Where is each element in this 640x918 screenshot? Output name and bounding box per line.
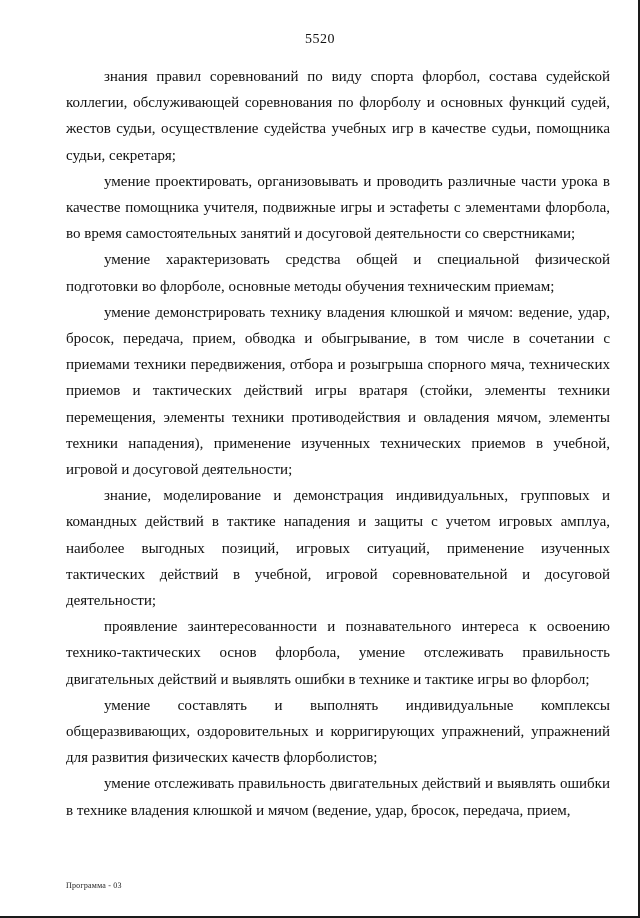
paragraph-lesson-design: умение проектировать, организовывать и проводить различные части урока в качестве помощника учителя, подвижные игры и эстафеты с элементами флорбола, во время самостоятельных занятий и досуговой деятельности со сверстниками; [66,173,610,243]
document-body [66,64,610,824]
paragraph-rules-knowledge: знания правил соревнований по виду спорта флорбол, состава судейской коллегии, обслуживающей соревнования по флорболу и основных функций судей, жестов судьи, осуществление судейства учебных игр в качестве судьи, помощника судьи, секретаря; [66,69,610,164]
paragraph-error-tracking: умение отслеживать правильность двигательных действий и выявлять ошибки в технике владения клюшкой и мячом (ведение, удар, бросок, передача, прием, [66,776,610,819]
paragraph-technique-demo: умение демонстрировать технику владения клюшкой и мячом: ведение, удар, бросок, передача, прием, обводка и обыгрывание, в том числе в сочетании с приемами техники передвижения, отбора и розыгрыша спорного мяча, технических приемов и тактических действий игры вратаря (стойки, элементы техники перемещения, элементы техники противодействия и овладения мячом, элементы техники нападения), применение изученных технических приемов в учебной, игровой и досуговой деятельности; [66,304,610,479]
paragraph-tactics: знание, моделирование и демонстрация индивидуальных, групповых и командных действий в тактике нападения и защиты с учетом игровых амплуа, наиболее выгодных позиций, игровых ситуаций, применение изученных тактических действий в учебной, игровой соревновательной и досуговой деятельности; [66,488,610,610]
paragraph-interest: проявление заинтересованности и познавательного интереса к освоению технико-тактических основ флорбола, умение отслеживать правильность двигательных действий и выявлять ошибки в технике и тактике игры во флорбол; [66,619,610,688]
page-number: 5520 [305,32,335,47]
footer-label: Программа - 03 [66,881,122,890]
paragraph-training-means: умение характеризовать средства общей и специальной физической подготовки во флорболе, основные методы обучения техническим приемам; [66,252,610,295]
paragraph-exercise-complexes: умение составлять и выполнять индивидуальные комплексы общеразвивающих, оздоровительных и корригирующих упражнений, упражнений для развития физических качеств флорболистов; [66,697,610,767]
